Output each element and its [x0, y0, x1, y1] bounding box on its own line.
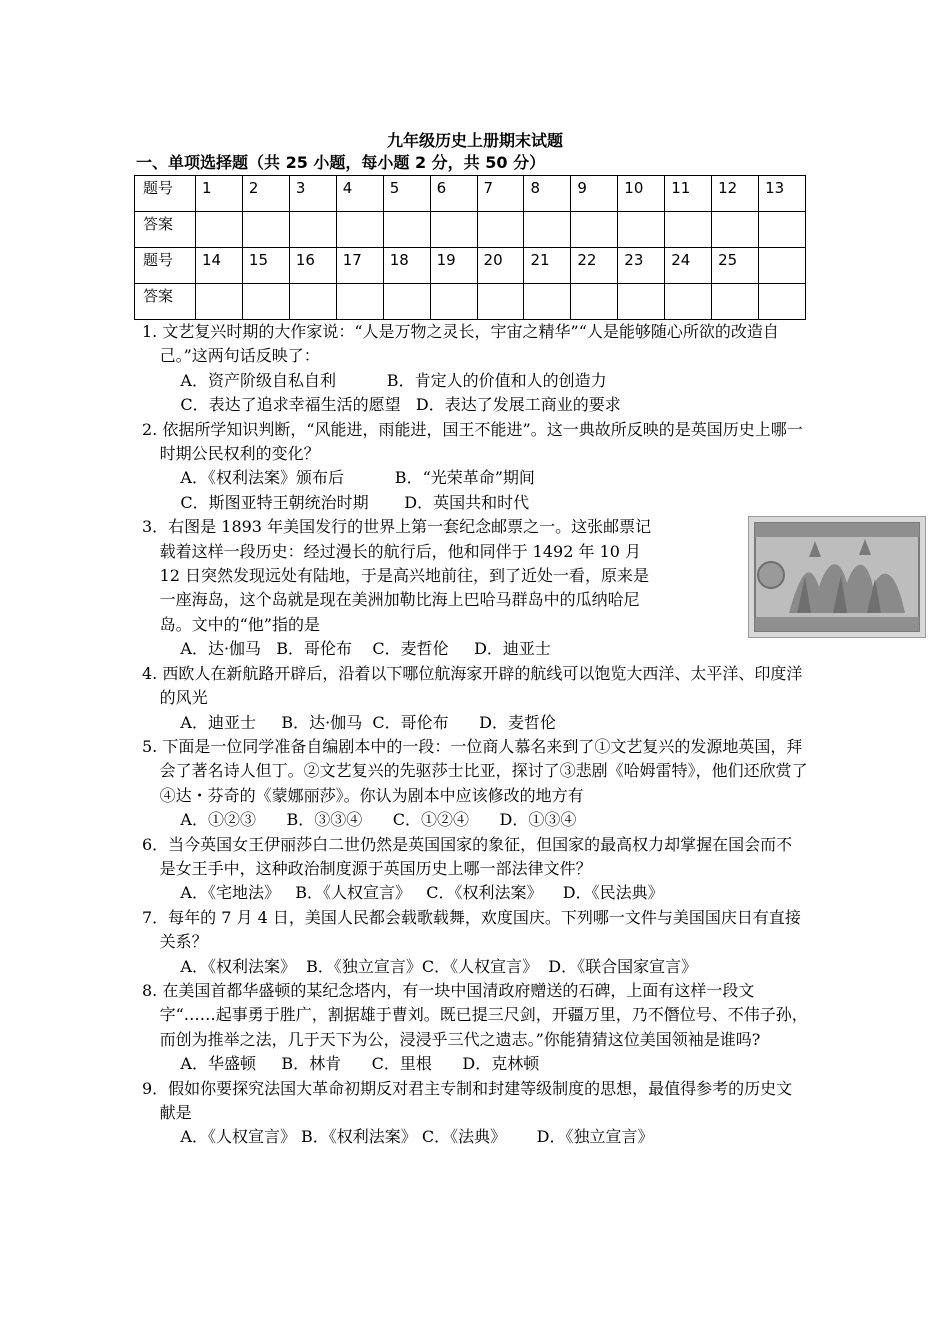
answer-cell[interactable] [196, 212, 243, 248]
question-stem: 6．当今英国女王伊丽莎白二世仍然是英国国家的象征，但国家的最高权力却掌握在国会而不是女王手中，这种政治制度源于英国历史上哪一部法律文件？ [142, 834, 793, 878]
answer-cell[interactable] [477, 284, 524, 320]
answer-cell[interactable] [383, 212, 430, 248]
question-stem: 9．假如你要探究法国大革命初期反对君主专制和封建等级制度的思想，最值得参考的历史文献是 [142, 1078, 793, 1122]
table-label: 答案 [135, 212, 196, 248]
question-4 [142, 662, 808, 735]
question-7 [142, 906, 808, 979]
question-stem: 7．每年的 7 月 4 日，美国人民都会载歌载舞，欢度国庆。下列哪一文件与美国国庆日有直接关系？ [142, 907, 801, 952]
question-stem: 3．右图是 1893 年美国发行的世界上第一套纪念邮票之一。这张邮票记载着这样一段历史：经过漫长的航行后，他和同伴于 1492 年 10 月 12 日突然发现远处有陆地，于是高兴地前往，到了近处一看，原来是一座海岛，这个岛就是现在美洲加勒比海上巴哈马群岛中的瓜纳哈尼岛。文中的“他”指的是 [142, 517, 652, 634]
answer-cell[interactable] [242, 212, 289, 248]
table-cell: 11 [665, 176, 712, 212]
question-option: A．迪亚士 B．达·伽马 C．哥伦布 D．麦哲伦 [180, 712, 556, 732]
table-cell: 19 [430, 248, 477, 284]
question-8 [142, 979, 808, 1077]
answer-cell[interactable] [289, 212, 336, 248]
question-option: A．《宅地法》 B．《人权宣言》 C．《权利法案》 D．《民法典》 [180, 883, 664, 903]
exam-title: 九年级历史上册期末试题 [386, 131, 563, 150]
answer-cell[interactable] [524, 212, 571, 248]
stamp-illustration [749, 517, 925, 637]
question-stem: 2. 依据所学知识判断，“风能进，雨能进，国王不能进”。这一典故所反映的是英国历史上哪一时期公民权利的变化？ [142, 419, 803, 464]
question-option: A．达·伽马 B．哥伦布 C．麦哲伦 D．迪亚士 [180, 639, 551, 659]
answer-cell[interactable] [430, 212, 477, 248]
answer-cell[interactable] [712, 284, 759, 320]
answer-cell[interactable] [383, 284, 430, 320]
table-cell: 8 [524, 176, 571, 212]
answer-cell[interactable] [524, 284, 571, 320]
table-cell: 12 [712, 176, 759, 212]
question-option: A．《人权宣言》 B．《权利法案》 C．《法典》 D．《独立宣言》 [180, 1127, 654, 1147]
question-stem: 8. 在美国首都华盛顿的某纪念塔内，有一块中国清政府赠送的石碑，上面有这样一段文字“……起事勇于胜广，割据雄于曹刘。既已提三尺剑，开疆万里，乃不僭位号、不伟子孙，而创为推举之法，几于天下为公，浸浸乎三代之遗志。”你能猜猜这位美国领袖是谁吗? [142, 980, 808, 1049]
table-cell: 5 [383, 176, 430, 212]
answer-cell[interactable] [477, 212, 524, 248]
question-option: A．资产阶级自私自利 B．肯定人的价值和人的创造力 [180, 370, 607, 390]
table-cell [759, 248, 806, 284]
question-1 [142, 320, 808, 418]
table-cell: 13 [759, 176, 806, 212]
table-row [135, 176, 806, 212]
table-cell: 1 [196, 176, 243, 212]
answer-cell[interactable] [571, 284, 618, 320]
answer-cell[interactable] [336, 212, 383, 248]
answer-cell[interactable] [289, 284, 336, 320]
table-cell: 7 [477, 176, 524, 212]
answer-cell[interactable] [712, 212, 759, 248]
question-9 [142, 1077, 808, 1150]
answer-cell[interactable] [430, 284, 477, 320]
table-cell: 20 [477, 248, 524, 284]
stamp-image [748, 516, 926, 638]
answer-cell[interactable] [665, 284, 712, 320]
table-row [135, 248, 806, 284]
table-cell: 4 [336, 176, 383, 212]
answer-table [134, 175, 806, 320]
question-stem: 1. 文艺复兴时期的大作家说：“人是万物之灵长，宇宙之精华”“人是能够随心所欲的改造自己。”这两句话反映了： [142, 322, 779, 366]
table-label: 答案 [135, 284, 196, 320]
table-cell: 3 [289, 176, 336, 212]
table-cell: 24 [665, 248, 712, 284]
answer-cell[interactable] [242, 284, 289, 320]
question-6 [142, 833, 808, 906]
question-option: A．《权利法案》颁布后 B．“光荣革命”期间 [180, 468, 535, 488]
table-label: 题号 [135, 176, 196, 212]
answer-cell[interactable] [665, 212, 712, 248]
question-option: A．①②③ B．③③④ C．①②④ D．①③④ [180, 810, 577, 830]
table-cell: 6 [430, 176, 477, 212]
section-heading: 一、单项选择题（共 25 小题，每小题 2 分，共 50 分） [136, 153, 546, 172]
table-row [135, 212, 806, 248]
table-cell: 17 [336, 248, 383, 284]
table-cell: 22 [571, 248, 618, 284]
table-label: 题号 [135, 248, 196, 284]
table-cell: 18 [383, 248, 430, 284]
question-option: A．华盛顿 B．林肯 C．里根 D．克林顿 [180, 1054, 540, 1074]
table-cell: 14 [196, 248, 243, 284]
question-list [142, 320, 808, 1150]
table-cell: 16 [289, 248, 336, 284]
question-3 [142, 515, 808, 661]
question-5 [142, 735, 808, 833]
question-2 [142, 418, 808, 516]
question-option: C．斯图亚特王朝统治时期 D．英国共和时代 [180, 492, 530, 512]
table-cell: 10 [618, 176, 665, 212]
question-stem: 5. 下面是一位同学准备自编剧本中的一段：一位商人慕名来到了①文艺复兴的发源地英国，拜会了著名诗人但丁。②文艺复兴的先驱莎士比亚，探讨了③悲剧《哈姆雷特》，他们还欣赏了④达・芬奇的《蒙娜丽莎》。你认为剧本中应该修改的地方有 [142, 736, 808, 805]
table-row [135, 284, 806, 320]
question-stem: 4. 西欧人在新航路开辟后，沿着以下哪位航海家开辟的航线可以饱览大西洋、太平洋、印度洋的风光 [142, 663, 803, 708]
answer-cell[interactable] [336, 284, 383, 320]
table-cell: 15 [242, 248, 289, 284]
table-cell: 21 [524, 248, 571, 284]
answer-cell[interactable] [196, 284, 243, 320]
table-cell: 23 [618, 248, 665, 284]
answer-cell[interactable] [618, 284, 665, 320]
answer-cell[interactable] [759, 212, 806, 248]
question-option: C．表达了追求幸福生活的愿望 D．表达了发展工商业的要求 [180, 395, 621, 415]
answer-cell[interactable] [618, 212, 665, 248]
question-option: A．《权利法案》 B．《独立宣言》C．《人权宣言》 D．《联合国家宣言》 [180, 956, 698, 976]
table-cell: 25 [712, 248, 759, 284]
answer-cell[interactable] [571, 212, 618, 248]
answer-cell[interactable] [759, 284, 806, 320]
table-cell: 2 [242, 176, 289, 212]
table-cell: 9 [571, 176, 618, 212]
